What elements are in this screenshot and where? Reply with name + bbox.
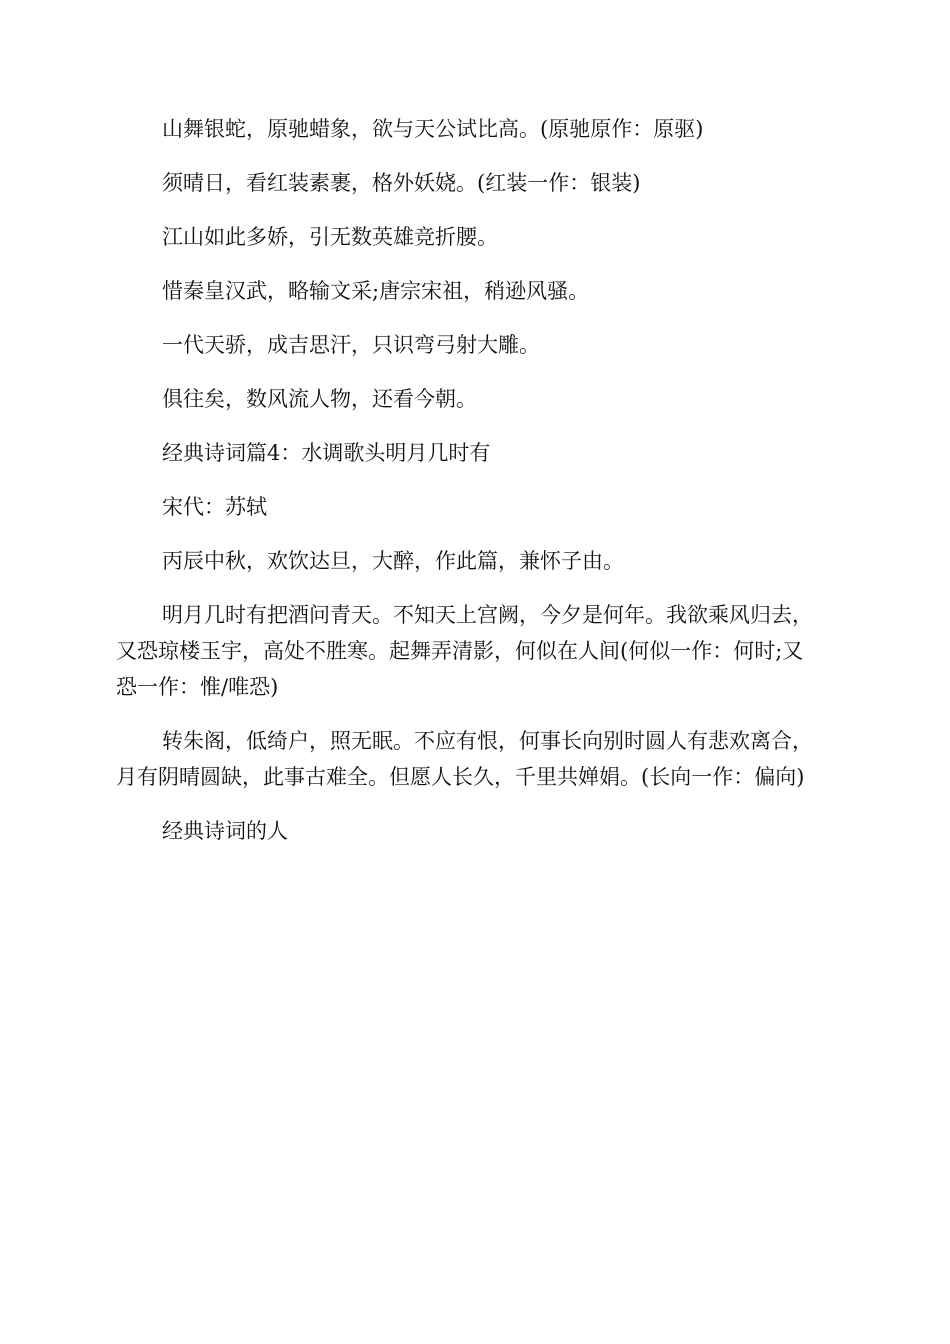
paragraph-2: 须晴日，看红装素裹，格外妖娆。(红装一作：银装) [162, 171, 641, 195]
paragraph-4: 惜秦皇汉武，略输文采;唐宗宋祖，稍逊风骚。 [162, 279, 590, 303]
paragraph-6: 俱往矣，数风流人物，还看今朝。 [162, 387, 477, 411]
author-line: 宋代：苏轼 [162, 495, 267, 519]
paragraph-3: 江山如此多娇，引无数英雄竞折腰。 [162, 225, 498, 249]
poem-stanza-2: 转朱阁，低绮户，照无眠。不应有恨，何事长向别时圆人有悲欢离合，月有阴晴圆缺，此事古难全。但愿人长久，千里共婵娟。(长向一作：偏向) [116, 729, 813, 789]
paragraph-5: 一代天骄，成吉思汗，只识弯弓射大雕。 [162, 333, 540, 357]
trailing-line: 经典诗词的人 [162, 819, 288, 843]
poem-stanza-1: 明月几时有把酒问青天。不知天上宫阙，今夕是何年。我欲乘风归去，又恐琼楼玉宇，高处不胜寒。起舞弄清影，何似在人间(何似一作：何时;又恐一作：惟/唯恐) [116, 603, 813, 699]
document-body [116, 111, 816, 867]
paragraph-1: 山舞银蛇，原驰蜡象，欲与天公试比高。(原驰原作：原驱) [162, 117, 704, 141]
section-heading: 经典诗词篇4：水调歌头明月几时有 [162, 441, 491, 465]
preface-line: 丙辰中秋，欢饮达旦，大醉，作此篇，兼怀子由。 [162, 549, 624, 573]
